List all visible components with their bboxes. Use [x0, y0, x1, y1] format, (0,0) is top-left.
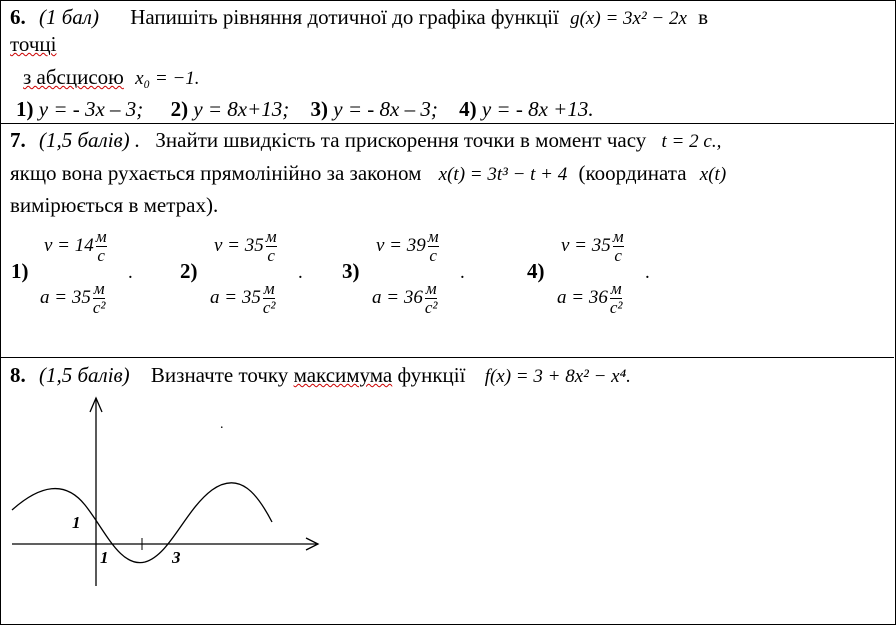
q7-header [10, 128, 721, 154]
q7-line2 [10, 161, 726, 187]
divider-q7-q8 [0, 357, 894, 358]
q7-option-4-dot: . [645, 262, 650, 283]
q7-line2a: якщо вона рухається прямолінійно за законом [10, 161, 422, 185]
q8-text2: функції [397, 363, 466, 387]
q7-option-4-a: a = 36 $\frac{м}{\text{с²}}$ [557, 279, 623, 317]
q7-option-1-dot: . [128, 262, 133, 283]
q7-option-2-v: v = 35 $\frac{м}{с}$ [214, 227, 277, 265]
q7-number: 7. [10, 128, 26, 152]
q6-text3: з абсцисою [23, 65, 124, 89]
y-label-1: 1 [72, 513, 81, 532]
q7-option-4-num: 4) [527, 259, 545, 283]
q6-points: (1 бал) [39, 5, 99, 29]
q7-option-2-dot: . [298, 262, 303, 283]
q8-function: f(x) = 3 + 8x² − x⁴. [484, 366, 631, 387]
q7-option-2-num: 2) [180, 259, 198, 283]
q6-number: 6. [10, 5, 26, 29]
q6-line3 [23, 65, 200, 91]
q7-option-3-v: v = 39 $\frac{м}{с}$ [376, 227, 439, 265]
q7-law: x(t) = 3t³ − t + 4 [438, 164, 568, 185]
q7-line3: вимірюється в метрах). [10, 193, 219, 217]
q7-option-1-num: 1) [11, 259, 29, 283]
q8-number: 8. [10, 363, 26, 387]
stray-dot: . [220, 417, 224, 432]
q7-option-1-v: v = 14 $\frac{м}{с}$ [44, 227, 107, 265]
q6-in: в [698, 5, 709, 29]
q7-option-3-dot: . [460, 262, 465, 283]
q8-graph [0, 390, 340, 590]
q6-line2 [10, 32, 57, 56]
x-label-1: 1 [100, 548, 109, 567]
q8-text-wavy: максимума [293, 363, 393, 387]
q7-time: t = 2 с., [661, 131, 722, 152]
q6-header [10, 5, 708, 31]
q7-option-2-a: a = 35 $\frac{м}{\text{с²}}$ [210, 279, 276, 317]
x-label-3: 3 [172, 548, 181, 567]
q6-option-2-num: 2) [170, 97, 189, 121]
q6-text: Напишіть рівняння дотичної до графіка функції [130, 5, 559, 29]
q6-option-2: y = 8x+13; [193, 97, 290, 121]
q8-header [10, 363, 631, 389]
q6-option-4: y = - 8x +13. [481, 97, 594, 121]
q6-option-1: y = - 3x – 3; [38, 97, 144, 121]
q6-options [16, 97, 594, 121]
q6-x0: x₀ = −1. [135, 68, 200, 89]
q7-option-4-v: v = 35 $\frac{м}{с}$ [561, 227, 624, 265]
q8-text: Визначте точку [150, 363, 289, 387]
divider-q6-q7 [0, 123, 894, 124]
q6-option-3: y = - 8x – 3; [333, 97, 438, 121]
q7-xt: x(t) [699, 164, 727, 185]
q6-option-4-num: 4) [459, 97, 477, 121]
q7-text: Знайти швидкість та прискорення точки в момент часу [155, 128, 647, 152]
q7-option-3-a: a = 36 $\frac{м}{\text{с²}}$ [372, 279, 438, 317]
q7-line2b: (координата [578, 161, 687, 185]
q6-function: g(x) = 3x² − 2x [570, 8, 687, 29]
q7-points: (1,5 балів) . [39, 128, 141, 152]
q6-option-1-num: 1) [16, 97, 34, 121]
q6-text2: точці [10, 32, 57, 56]
q6-option-3-num: 3) [310, 97, 329, 121]
q7-option-3-num: 3) [342, 259, 360, 283]
function-curve [12, 483, 272, 563]
q8-points: (1,5 балів) [39, 363, 130, 387]
q7-option-1-a: a = 35 $\frac{м}{\text{с²}}$ [40, 279, 106, 317]
